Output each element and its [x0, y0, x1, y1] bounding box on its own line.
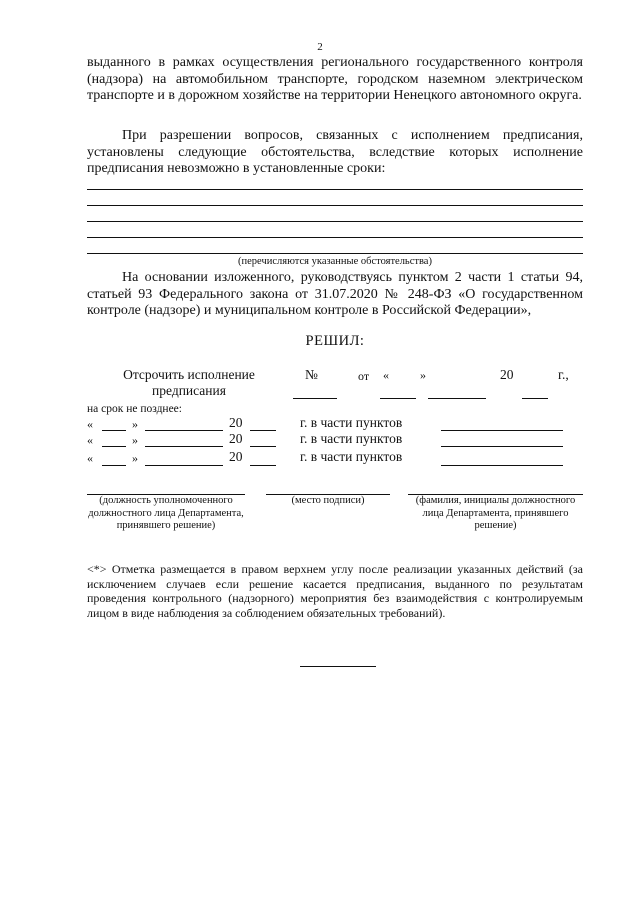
- row-quote-close: »: [132, 451, 138, 465]
- defer-label: Отсрочить исполнение предписания: [123, 367, 255, 398]
- circumstances-caption: (перечисляются указанные обстоятельства): [238, 256, 432, 267]
- row-day-line: [102, 446, 126, 447]
- number-line: [293, 398, 337, 399]
- deadline-label: на срок не позднее:: [87, 403, 182, 415]
- footnote: <*> Отметка размещается в правом верхнем углу после реализации указанных действий (за исключением случаев если решение касается предписания, выданного по результатам проведения контрольного (надзорного) мероприятия без взаимодействия с контролируемым лицом в виде наблюдения за соблюдением обязательных требований).: [87, 562, 583, 620]
- row-year: 20: [229, 431, 243, 446]
- paragraph-basis: На основании изложенного, руководствуясь пунктом 2 части 1 статьи 94, статьей 93 Федерального закона от 31.07.2020 № 248-ФЗ «О государственном контроле (надзоре) и муниципальном контроле в Российской Федерации»,: [87, 270, 583, 318]
- number-sign: №: [305, 367, 318, 382]
- signature-caption: (место подписи): [291, 495, 365, 506]
- circumstance-line: [87, 189, 583, 190]
- row-month-line: [145, 446, 223, 447]
- row-year: 20: [229, 415, 243, 430]
- row-month-line: [145, 430, 223, 431]
- name-caption: (фамилия, инициалы должностного лица Департамента, принявшего решение): [415, 495, 576, 531]
- from-label: от: [358, 369, 370, 383]
- row-quote-open: «: [87, 451, 93, 465]
- row-day-line: [102, 465, 126, 466]
- row-quote-open: «: [87, 417, 93, 431]
- decided-heading: РЕШИЛ:: [305, 333, 365, 349]
- quote-close: »: [420, 368, 426, 382]
- position-caption: (должность уполномоченного должностного лица Департамента, принявшего решение): [88, 495, 244, 531]
- row-quote-close: »: [132, 417, 138, 431]
- month-line: [428, 398, 486, 399]
- row-items-line: [441, 446, 563, 447]
- row-text: г. в части пунктов: [300, 449, 403, 464]
- circumstance-line: [87, 237, 583, 238]
- row-month-line: [145, 465, 223, 466]
- quote-open: «: [383, 368, 389, 382]
- year-line: [522, 398, 548, 399]
- page-number: 2: [317, 41, 323, 53]
- row-year-line: [250, 465, 276, 466]
- circumstance-line: [87, 205, 583, 206]
- row-quote-close: »: [132, 433, 138, 447]
- row-items-line: [441, 430, 563, 431]
- circumstance-line: [87, 221, 583, 222]
- row-year-line: [250, 446, 276, 447]
- row-text: г. в части пунктов: [300, 431, 403, 446]
- day-line: [380, 398, 416, 399]
- row-year: 20: [229, 449, 243, 464]
- paragraph-circumstances: При разрешении вопросов, связанных с исполнением предписания, установлены следующие обстоятельства, вследствие которых исполнение предписания невозможно в установленные сроки:: [87, 128, 583, 176]
- row-text: г. в части пунктов: [300, 415, 403, 430]
- circumstance-line: [87, 253, 583, 254]
- row-quote-open: «: [87, 433, 93, 447]
- row-day-line: [102, 430, 126, 431]
- row-year-line: [250, 430, 276, 431]
- year-suffix: г.,: [558, 367, 569, 382]
- closing-line: [300, 666, 376, 667]
- row-items-line: [441, 465, 563, 466]
- year-prefix: 20: [500, 367, 514, 382]
- paragraph-continuation: выданного в рамках осуществления регионального государственного контроля (надзора) на автомобильном транспорте, городском наземном электрическом транспорте и в дорожном хозяйстве на территории Ненецкого автономного округа.: [87, 55, 583, 103]
